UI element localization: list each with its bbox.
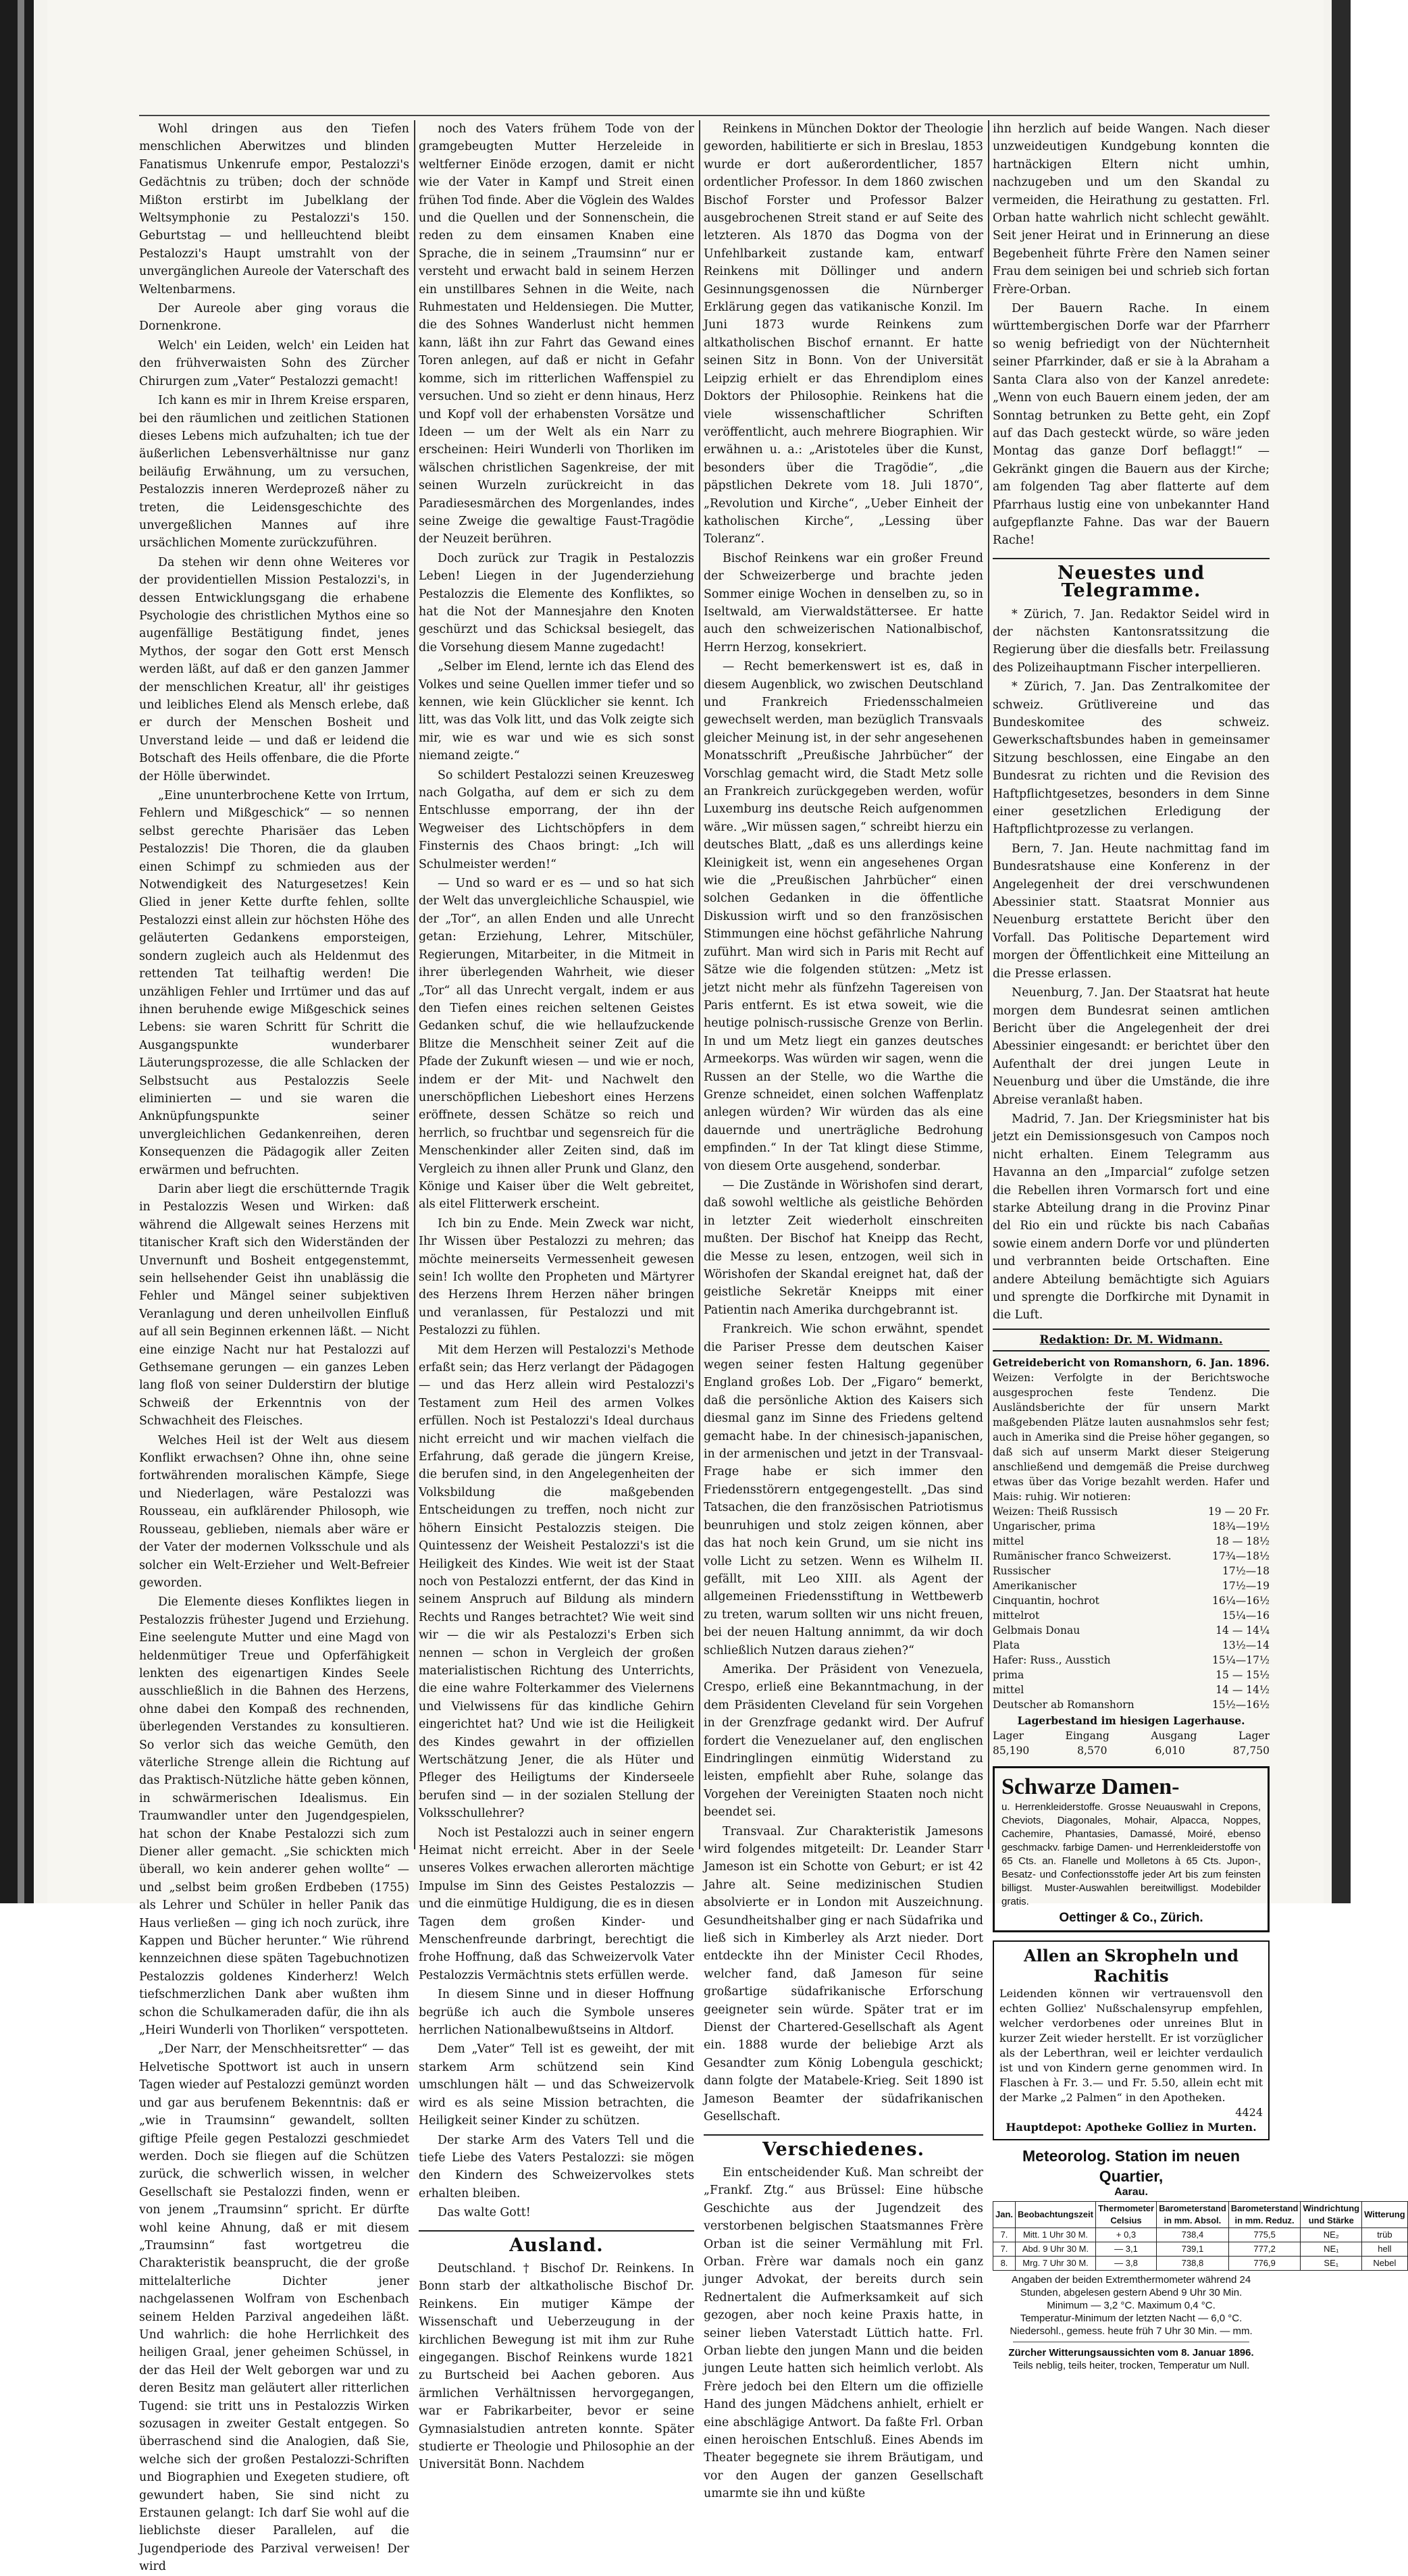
weather-cell: 738,4 bbox=[1157, 2228, 1229, 2242]
weather-column-header: Barometerstand in mm. Reduz. bbox=[1228, 2202, 1301, 2228]
editor-line: Redaktion: Dr. M. Widmann. bbox=[993, 1329, 1270, 1351]
paragraph: Der starke Arm des Vaters Tell und die tiefe Liebe des Vaters Pestalozzi: sie mögen den Kindern des Schweizervolkes stets erhalten bleiben. bbox=[419, 2133, 694, 2200]
weather-cell: — 3,1 bbox=[1095, 2242, 1156, 2257]
section-heading-verschiedenes: Verschiedenes. bbox=[704, 2134, 983, 2159]
grain-name: mittelrot bbox=[993, 1609, 1040, 1622]
weather-cell: NE₂ bbox=[1301, 2228, 1362, 2242]
weather-subtitle: Aarau. bbox=[1114, 2186, 1148, 2198]
weather-cell: NE₁ bbox=[1301, 2242, 1362, 2257]
column-rule-3 bbox=[988, 120, 989, 1849]
weather-cell: 7. bbox=[993, 2242, 1016, 2257]
grain-name: Gelbmais Donau bbox=[993, 1624, 1080, 1637]
grain-report-title: Getreidebericht von Romanshorn, 6. Jan. 1896. bbox=[993, 1356, 1270, 1370]
weather-note: Temperatur-Minimum der letzten Nacht — 6,0 °C. bbox=[1020, 2313, 1243, 2325]
grain-name: Ungarischer, prima bbox=[993, 1520, 1096, 1533]
weather-title: Meteorolog. Station im neuen Quartier, bbox=[1022, 2147, 1240, 2186]
column-rule-1 bbox=[414, 120, 415, 1849]
stock-header: Ausgang bbox=[1151, 1730, 1197, 1743]
grain-report bbox=[993, 1356, 1270, 1758]
paragraph: Da stehen wir denn ohne Weiteres vor der providentiellen Mission Pestalozzi's, in dessen Entwicklungsgang die erhabene Psychologie des christlichen Mythos eine so augenfällige Bestätigung findet, jenes Mythos, der sogar den Gott erst Mensch werden läßt, auf daß er den ganzen Jammer der menschlichen Kreatur, all' ihr geistiges und leibliches Elend als Mensch erlebe, daß er durch der Menschen Bosheit und Unverstand leide — und daß er leidend die Botschaft des Heils offenbare, die die Pforte der Hölle überwindet. bbox=[139, 555, 409, 783]
grain-name: Amerikanischer bbox=[993, 1580, 1077, 1593]
weather-column-header: Witterung bbox=[1362, 2202, 1408, 2228]
weather-cell: trüb bbox=[1362, 2228, 1408, 2242]
grain-name: Cinquantin, hochrot bbox=[993, 1595, 1099, 1607]
weather-table bbox=[993, 2201, 1408, 2271]
paragraph: Reinkens in München Doktor der Theologie geworden, habilitierte er sich in Breslau, 1853 wurde er dort außerordentlicher, 1857 ordentlicher Professor. In dem 1860 zwischen Bischof Forster und Professor Balzer ausgebrochenen Streit stand er auf Seite des letzteren. Als 1870 das Dogma von der Unfehlbarkeit zustande kam, entwarf Reinkens mit Döllinger und andern Gesinnungsgenossen die Nürnberger Erklärung gegen das vatikanische Konzil. Im Juni 1873 wurde Reinkens zum altkatholischen Bischof ernannt. Er hatte seinen Sitz in Bonn. Von der Universität Leipzig erhielt er das Ehrendiplom eines Doktors der Philosophie. Reinkens hat die viele wissenschaftlicher Schriften veröffentlicht, auch mehrere Biographien. Wir erwähnen u. a.: „Aristoteles über die Kunst, besonders über die Tragödie“, „die päpstlichen Dekrete vom 18. Juli 1870“, „Revolution und Kirche“, „Ueber Einheit der katholischen Kirche“, „Lessing über Toleranz“. bbox=[704, 122, 983, 546]
weather-cell: 7. bbox=[993, 2228, 1016, 2242]
weather-cell: 776,9 bbox=[1228, 2257, 1301, 2271]
paragraph: noch des Vaters frühem Tode von der gramgebeugten Mutter Herzeleide in weltferner Einöde erzogen, damit er nicht wie der Vater in Kampf und Streit einen frühen Tod finde. Aber die Vöglein des Waldes und die Quellen und der Sonnenschein, die reden zu dem einsamen Knaben eine Sprache, die in seinem „Traumsinn“ nur er versteht und erwacht bald in seinem Herzen ein unstillbares Sehnen in die Weite, nach Ruhmestaten und Heldensiegen. Die Mutter, die des Sohnes Wanderlust nicht hemmen kann, läßt ihn zur Fahrt das Gewand eines Toren anlegen, auf daß er nicht in Gefahr komme, sich im ritterlichen Waffenspiel zu versuchen. Und so zieht er denn hinaus, Herz und Kopf voll der erhabensten Vorsätze und Ideen — um der Welt als ein Narr zu erscheinen: Heiri Wunderli von Thorliken im wälschen christlichen Sagenkreise, der mit seinen Wurzeln zurückreicht in das Paradiesesmärchen des Morgenlandes, indes seine Zweige die gewaltige Faust-Tragödie der Neuzeit berühren. bbox=[419, 122, 694, 546]
grain-name: Plata bbox=[993, 1639, 1020, 1652]
paragraph: Ein entscheidender Kuß. Man schreibt der „Frankf. Ztg.“ aus Brüssel: Eine hübsche Geschichte aus der Jugendzeit des verstorbenen belgischen Staatsmannes Frère Orban ist die seiner Vermählung mit Frl. Orban. Frère war damals noch ein ganz junger Advokat, der bereits durch sein Rednertalent die Aufmerksamkeit auf sich gezogen, aber noch keine Praxis hatte, in seiner lieben Vaterstadt Lüttich hatte. Frl. Orban liebte den jungen Mann und die beiden jungen Leute hatten sich heimlich verlobt. Als Frère jedoch bei den Eltern um die offizielle Hand des jungen Mädchens anhielt, erhielt er eine abschlägige Antwort. Da faßte Frl. Orban einen heroischen Entschluß. Eines Abends im Theater begegnete sie ihrem Bräutigam, und vor den Augen der ganzen Gesellschaft umarmte sie ihn und küßte bbox=[704, 2165, 983, 2501]
paragraph: — Die Zustände in Wörishofen sind derart, daß sowohl weltliche als geistliche Behörden in letzter Zeit wiederholt einschreiten mußten. Der Bischof hat Kneipp das Recht, die Messe zu lesen, entzogen, weil sich in Wörishofen der Skandal ereignet hat, daß der geistliche Sekretär Kneipps mit einer Patientin nach Amerika durchgebrannt ist. bbox=[704, 1178, 983, 1317]
section-heading-ausland: Ausland. bbox=[419, 2230, 694, 2255]
binding-margin bbox=[18, 0, 24, 1903]
weather-cell: Nebel bbox=[1362, 2257, 1408, 2271]
ad-text: u. Herrenkleiderstoffe. Grosse Neuauswahl in Crepons, Cheviots, Diagonales, Mohair, Alpacca, Noppes, Cachemire, Phantasies, Damassé, Moiré, ebenso geschmackv. farbige Damen- und Herrenkleiderstoffe von 65 Cts. an. Flanelle und Molletons à 65 Cts. Jupon-, Besatz- und Confectionsstoffe jeder Art bis zum feinsten billigst. Muster-Auswahlen bereitwilligst. Modebilder gratis. bbox=[1001, 1801, 1261, 1908]
column-4 bbox=[993, 120, 1405, 2372]
weather-column-header: Windrichtung und Stärke bbox=[1301, 2202, 1362, 2228]
grain-price: 18 — 18½ bbox=[1216, 1535, 1270, 1548]
grain-price: 17½—18 bbox=[1222, 1565, 1270, 1578]
stock-header: Lager bbox=[1238, 1730, 1270, 1743]
paragraph: Mit dem Herzen will Pestalozzi's Methode erfaßt sein; das Herz verlangt der Pädagogen — und das Herz allein wird Pestalozzi's Testament zum Heil des armen Volkes erfüllen. Noch ist Pestalozzi's Ideal durchaus nicht erreicht und wir machen vielfach die Erfahrung, daß gerade die jüngern Kreise, die berufen sind, in den Angelegenheiten der Volksbildung die maßgebenden Entscheidungen zu treffen, noch nicht zur höhern Einsicht Pestalozzis steigen. Die Quintessenz der Weisheit Pestalozzi's ist die Heiligkeit des Kindes. Wie weit ist der Staat noch von Pestalozzi entfernt, der das Kind in seinem Anspruch auf Bildung als mindern Rechts und Ranges betrachtet? Wie weit sind wir — die wir als Pestalozzi's Erben sich nennen — schon in Vergleich der großen materialistischen Richtung des Unterrichts, die eine wahre Folterkammer des Vielernens und Vielwissens für das kindliche Gehirn eingerichtet hat? Und wie ist die Heiligkeit des Kindes gewahrt in der offiziellen Wertschätzung Jener, die als Hüter und Pfleger des Heiligtums der Kinderseele berufen sind — in der sozialen Stellung der Volksschullehrer? bbox=[419, 1343, 694, 1821]
weather-note: Minimum — 3,2 °C. Maximum 0,4 °C. bbox=[1047, 2300, 1216, 2312]
paragraph: In diesem Sinne und in dieser Hoffnung begrüße ich auch die Symbole unseres herrlichen Nationalbewußtseins in Altdorf. bbox=[419, 1988, 694, 2038]
forecast-title: Zürcher Witterungsaussichten vom 8. Januar 1896. bbox=[1008, 2347, 1254, 2359]
weather-cell: Mitt. 1 Uhr 30 M. bbox=[1016, 2228, 1096, 2242]
grain-price: 18¾—19½ bbox=[1212, 1520, 1270, 1533]
grain-name: prima bbox=[993, 1669, 1024, 1682]
paragraph: Bischof Reinkens war ein großer Freund der Schweizerberge und brachte jeden Sommer einige Wochen in denselben zu, so in Iseltwald, am Vierwaldstättersee. Er hatte auch den schweizerischen Nationalbischof, Herrn Herzog, konsekriert. bbox=[704, 551, 983, 654]
paragraph: Amerika. Der Präsident von Venezuela, Crespo, erließ eine Bekanntmachung, in der dem Präsidenten Cleveland für sein Vorgehen in der Grenzfrage gedankt wird. Der Aufruf fordert die Venezuelaner auf, den englischen Eindringlingen einmütig Widerstand zu leisten, empfiehlt aber Ruhe, solange das Vorgehen der Vereinigten Staaten noch nicht beendet sei. bbox=[704, 1662, 983, 1820]
advertisement-schwarze-damen bbox=[993, 1766, 1270, 1932]
grain-price: 17¾—18½ bbox=[1212, 1550, 1270, 1563]
stock-header: Eingang bbox=[1065, 1730, 1110, 1743]
paragraph: Der Bauern Rache. In einem württembergischen Dorfe war der Pfarrherr so wenig befriedigt von der Nüchternheit seiner Pfarrkinder, daß er sie à la Abraham a Santa Clara also von der Kanzel anredete: „Wenn von euch Bauern einem jeden, der am Sonntag betrunken zu Bette geht, ein Zopf auf das Dach gesteckt würde, so wäre jeden Montag das ganze Dorf beflaggt!“ — Gekränkt gingen die Bauern aus der Kirche; am folgenden Tag aber flatterte auf dem Pfarrhaus lustig eine von unbekannter Hand aufgepflanzte Fahne. Das war der Bauern Rache! bbox=[993, 302, 1270, 548]
grain-price: 14 — 14½ bbox=[1216, 1684, 1270, 1697]
weather-cell: 775,5 bbox=[1228, 2228, 1301, 2242]
grain-price-row bbox=[993, 1534, 1270, 1549]
column-2 bbox=[419, 120, 694, 2472]
right-binding-edge bbox=[1332, 0, 1351, 1903]
column-3 bbox=[704, 120, 983, 2501]
weather-note: Angaben der beiden Extremthermometer während 24 Stunden, abgelesen gestern Abend 9 Uhr 30 Min. bbox=[1011, 2274, 1251, 2299]
telegram: Neuenburg, 7. Jan. Der Staatsrat hat heute morgen dem Bundesrat seinen amtlichen Bericht über die Angelegenheit der drei Abessinier eingesandt: er berichtet über den Aufenthalt der drei jungen Leute in Neuenburg und über die Umstände, die ihre Abreise veranlaßt haben. bbox=[993, 986, 1270, 1107]
paragraph: Dem „Vater“ Tell ist es geweiht, der mit starkem Arm schützend sein Kind umschlungen hält — und das Schweizervolk wird es als seine Mission betrachten, die Heiligkeit seiner Kinder zu schützen. bbox=[419, 2042, 694, 2128]
grain-price: 15¼—17½ bbox=[1212, 1654, 1270, 1667]
paper-sheet bbox=[47, 0, 1405, 2574]
grain-name: Hafer: Russ., Ausstich bbox=[993, 1654, 1111, 1667]
paragraph: Darin aber liegt die erschütternde Tragik in Pestalozzis Wesen und Wirken: daß während die Allgewalt seines Herzens mit titanischer Kraft sich den Widerständen der Unvernunft und Bosheit entgegenstemmt, sein hellsehender Geist ihn unablässig die Fehler und Mängel seiner subjektiven Veranlagung und deren unheilvollen Einfluß auf all sein Beginnen erkennen läßt. — Nicht eine einzige Nacht nur hat Pestalozzi auf Gethsemane gerungen — ein ganzes Leben lang floß von seiner Dulderstirn der blutige Schweiß der Erkenntnis von der Schwachheit des Fleisches. bbox=[139, 1182, 409, 1428]
advertisement-skropheln bbox=[993, 1940, 1270, 2140]
grain-price: 15 — 15½ bbox=[1216, 1669, 1270, 1682]
paragraph: Welch' ein Leiden, welch' ein Leiden hat den frühverwaisten Sohn des Zürcher Chirurgen zum „Vater“ Pestalozzi gemacht! bbox=[139, 338, 409, 388]
paragraph: Ich bin zu Ende. Mein Zweck war nicht, Ihr Wissen über Pestalozzi zu mehren; das möchte meinerseits Vermessenheit gewesen sein! Ich wollte den Propheten und Märtyrer des Herzens Ihrem Herzen näher bringen und veranlassen, für Pestalozzi und mit Pestalozzi zu fühlen. bbox=[419, 1216, 694, 1338]
paragraph: ihn herzlich auf beide Wangen. Nach dieser unzweideutigen Kundgebung konnten die hartnäckigen Eltern nicht umhin, nachzugeben und um den Skandal zu vermeiden, die Heirathung zu gestatten. Frl. Orban hatte wahrlich nicht schlecht gewählt. Seit jener Heirat und in Erinnerung an diese Begebenheit führte Frère den Namen seiner Frau dem seinigen bei und schrieb sich fortan Frère-Orban. bbox=[993, 122, 1270, 297]
grain-price-row bbox=[993, 1504, 1270, 1519]
weather-cell: SE₁ bbox=[1301, 2257, 1362, 2271]
ad-brand: Schwarze Damen- bbox=[1001, 1774, 1180, 1800]
stock-header: Lager bbox=[993, 1730, 1024, 1743]
paragraph: — Und so ward er es — und so hat sich der Welt das unvergleichliche Schauspiel, wie der „Tor“, an allen Enden und alle Unrecht getan: Erziehung, Lehrer, Mitschüler, Regierungen, Mitarbeiter, in die Mitmeit in ihrer überlegenden Wahrheit, wie dieser „Tor“ all das Unrecht vergalt, indem er aus den Tiefen eines reichen seltenen Geistes Gedanken schuf, die wie hellaufzuckende Blitze die Menschheit seiner Zeit auf die Pfade der Zukunft wiesen — und wie er noch, indem er der Mit- und Nachwelt den unerschöpflichen Liebeshort eines Herzens eröffnete, dessen Schätze so reich und herrlich, so fruchtbar und segensreich für die Menschenkinder aller Zeiten sind, daß im Vergleich zu ihnen aller Prunk und Glanz, den Könige und Kaiser über die Welt gebreitet, als eitel Flitterwerk erscheint. bbox=[419, 877, 694, 1212]
column-rule-2 bbox=[699, 120, 700, 1849]
forecast-text: Teils neblig, teils heiter, trocken, Temperatur um Null. bbox=[1012, 2360, 1250, 2372]
weather-row bbox=[993, 2228, 1408, 2242]
paragraph: Ich kann es mir in Ihrem Kreise ersparen, bei den räumlichen und zeitlichen Stationen dieses Lebens mich aufzuhalten; ich tue der äußerlichen Lebensverhältnisse nur ganz beiläufig Erwähnung, um zu versuchen, Pestalozzis inneren Werdeprozeß näher zu treten, die Leidensgeschichte des unvergeßlichen Mannes auf ihre ursächlichen Momente zurückzuführen. bbox=[139, 394, 409, 550]
paragraph: Der Aureole aber ging voraus die Dornenkrone. bbox=[139, 302, 409, 334]
grain-price: 14 — 14¼ bbox=[1216, 1624, 1270, 1637]
grain-price: 15½—16½ bbox=[1212, 1699, 1270, 1711]
ad-depot: Hauptdepot: Apotheke Golliez in Murten. bbox=[1006, 2121, 1257, 2134]
weather-column-header: Barometerstand in mm. Absol. bbox=[1157, 2202, 1229, 2228]
grain-name: Weizen: Theiß Russisch bbox=[993, 1505, 1118, 1518]
weather-table-body bbox=[993, 2228, 1408, 2271]
stock-value: 8,570 bbox=[1077, 1745, 1107, 1757]
grain-price-row bbox=[993, 1608, 1270, 1623]
weather-header-row bbox=[993, 2202, 1408, 2228]
grain-price-row bbox=[993, 1697, 1270, 1712]
paragraph: Die Elemente dieses Konfliktes liegen in Pestalozzis frühester Jugend und Erziehung. Eine seelengute Mutter und eine Magd von heldenmütiger Treue und Opferfähigkeit lenkten des eigenartigen Kindes Seele ausschließlich in die Bahnen des Herzens, ohne dabei den Kompaß des rechnenden, überlegenden Verstandes zu konsultieren. So verlor sich das weiche Gemüth, den väterliche Strenge allein die Richtung auf das Praktisch-Nützliche hätte geben können, in schwärmerischen Idealismus. Ein Traumwandler unter den Jugendgespielen, hat schon der Knabe Pestalozzi sich zum Diener aller gemacht. „Sie schickten mich überall, wo kein anderer gehen wollte“ — und „selbst beim großen Erdbeben (1755) als Lehrer und Schüler in heller Panik das Haus verließen — ging ich noch zurück, ihre Kappen und Bücher herunter.“ Wie rührend kennzeichnen diese späten Tagebuchnotizen Pestalozzis goldenes Kinderherz! Welch tiefschmerzlichen Dank aber wußten ihm schon die Schulkameraden dafür, die ihn als „Heiri Wunderli von Thorliken“ verspotteten. bbox=[139, 1595, 409, 2038]
weather-column-header: Thermometer Celsius bbox=[1095, 2202, 1156, 2228]
weather-cell: + 0,3 bbox=[1095, 2228, 1156, 2242]
paragraph: Noch ist Pestalozzi auch in seiner engern Heimat nicht erreicht. Aber in der Seele unseres Volkes erwachen allerorten mächtige Impulse im Sinn des Geistes Pestalozzis — und die einmütige Huldigung, die es in diesen Tagen dem großen Kinder- und Menschenfreunde darbringt, berechtigt die frohe Hoffnung, daß das Schweizervolk Vater Pestalozzis Vermächtnis stets erfüllen werde. bbox=[419, 1826, 694, 1982]
ad-title: Allen an Skropheln und Rachitis bbox=[1024, 1946, 1238, 1986]
grain-price-row bbox=[993, 1593, 1270, 1608]
paragraph: Wohl dringen aus den Tiefen menschlichen Aberwitzes und blinden Fanatismus Unkenrufe empor, Pestalozzi's Gedächtnis zu trüben; doch der schnöde Mißton erstirbt im Jubelklang der Weltsymphonie zu Pestalozzi's 150. Geburtstag — und hellleuchtend bleibt Pestalozzi's Haupt umstrahlt von der unvergänglichen Aureole der Vaterschaft des Weltenbarmens. bbox=[139, 122, 409, 297]
stock-value: 85,190 bbox=[993, 1745, 1030, 1757]
weather-cell: — 3,8 bbox=[1095, 2257, 1156, 2271]
grain-price-row bbox=[993, 1682, 1270, 1697]
grain-name: Russischer bbox=[993, 1565, 1051, 1578]
stock-header-row bbox=[993, 1728, 1270, 1743]
grain-price: 15¼—16 bbox=[1222, 1609, 1270, 1622]
weather-cell: 777,2 bbox=[1228, 2242, 1301, 2257]
grain-price-row bbox=[993, 1564, 1270, 1578]
paragraph: — Recht bemerkenswert ist es, daß in diesem Augenblick, wo zwischen Deutschland und Frankreich Friedensschalmeien gewechselt werden, man bezüglich Transvaals gleicher Meinung ist, in der sehr angesehenen Monatsschrift „Preußische Jahrbücher“ der Vorschlag gemacht wird, die Stadt Metz solle an Frankreich zurückgegeben werden, wofür Luxemburg ins deutsche Reich aufgenommen wäre. „Wir müssen sagen,“ schreibt hierzu ein deutsches Blatt, „daß es uns allerdings keine Kleinigkeit ist, wenn ein angesehenes Organ wie die „Preußischen Jahrbücher“ einen solchen Gedanken in die öffentliche Diskussion wirft und so den französischen Stimmungen eine höchst gefährliche Nahrung zuführt. Man wird sich in Paris mit Recht auf Sätze wie die folgenden stützen: „Metz ist jetzt nicht mehr als fünfzehn Tagereisen von Paris entfernt. Es ist etwa soweit, wie die heutige polnisch-russische Grenze von Berlin. In und um Metz liegt ein ganzes deutsches Armeekorps. Was würden wir sagen, wenn die Russen an der Stelle, wo die Warthe die Grenze schneidet, einen solchen Waffenplatz anlegen würden? Wir würden das als eine dauernde und unerträgliche Bedrohung empfinden.“ In der Tat klingt diese Stimme, von diesem Orte ausgehend, sonderbar. bbox=[704, 660, 983, 1173]
weather-cell: 739,1 bbox=[1157, 2242, 1229, 2257]
grain-price-row bbox=[993, 1519, 1270, 1534]
paragraph: Das walte Gott! bbox=[438, 2206, 531, 2220]
paragraph: Welches Heil ist der Welt aus diesem Konflikt erwachsen? Ohne ihn, ohne seine fortwährenden moralischen Kämpfe, Siege und Niederlagen, wäre Pestalozzi was Rousseau, ein aufklärender Philosoph, wie Rousseau, geblieben, niemals aber wäre er der Vater der modernen Volksschule und als solcher ein Welt-Erzieher und Welt-Befreier geworden. bbox=[139, 1433, 409, 1590]
weather-row bbox=[993, 2257, 1408, 2271]
weather-note: Niedersohl., gemess. heute früh 7 Uhr 30 Min. — mm. bbox=[1010, 2325, 1253, 2338]
paragraph: „Eine ununterbrochene Kette von Irrtum, Fehlern und Mißgeschick“ — so nennen selbst gerechte Pharisäer das Leben Pestalozzis! Die Thoren, die da glauben einen Schimpf zu schmieden aus der Notwendigkeit des Naturgesetzes! Kein Glied in jener Kette durfte fehlen, sollte Pestalozzi einst allein zur höchsten Höhe des geläuterten Gedankens emporsteigen, sondern zugleich auch als Heldenmut des rettenden Tat teilhaftig werden! Die unzähligen Fehler und Irrtümer und das auf ihnen beruhende ewige Mißgeschick seines Lebens: sie waren Schritt für Schritt die Ausgangspunkte wunderbarer Läuterungsprozesse, die alle Schlacken der Selbstsucht aus Pestalozzis Seele eliminierten — und sie waren die Anknüpfungspunkte seiner unvergleichlichen Gedankenreihen, deren Konsequenzen die Pädagogik aller Zeiten erwärmen und befruchten. bbox=[139, 789, 409, 1177]
weather-cell: 8. bbox=[993, 2257, 1016, 2271]
paragraph: Transvaal. Zur Charakteristik Jamesons wird folgendes mitgeteilt: Dr. Leander Starr Jameson ist ein Schotte von Geburt; er ist 42 Jahre alt. Seine medizinischen Studien absolvierte er in London mit Auszeichnung. Gesundheitshalber ging er nach Südafrika und ließ sich in Kimberley als Arzt nieder. Dort entdeckte ihn der Minister Cecil Rhodes, welcher fand, daß Jameson für seine großartige südafrikanische Erforschung geeigneter sein würde. Später trat er im Dienst der Chartered-Gesellschaft als Agent ein. 1888 wurde der beliebige Arzt als Gesandter zum König Lobengula geschickt; dann folgte der Matabele-Krieg. Seit 1890 ist Jameson Beamter der südafrikanischen Gesellschaft. bbox=[704, 1824, 983, 2124]
grain-price: 19 — 20 Fr. bbox=[1207, 1505, 1270, 1518]
grain-price-row bbox=[993, 1638, 1270, 1653]
ad-firm: Oettinger & Co., Zürich. bbox=[1059, 1911, 1203, 1926]
weather-column-header: Jan. bbox=[993, 2202, 1016, 2228]
grain-price: 16¼—16½ bbox=[1212, 1595, 1270, 1607]
grain-name: mittel bbox=[993, 1535, 1024, 1548]
stock-values-row bbox=[993, 1743, 1270, 1758]
grain-name: mittel bbox=[993, 1684, 1024, 1697]
paragraph: „Selber im Elend, lernte ich das Elend des Volkes und seine Quellen immer tiefer und so kennen, wie kein Glücklicher sie kennt. Ich litt, was das Volk litt, und das Volk zeigte sich mir, wie es war und wie es sich sonst niemand zeigte.“ bbox=[419, 660, 694, 763]
left-binding-edge bbox=[0, 0, 34, 1903]
stock-value: 87,750 bbox=[1232, 1745, 1270, 1757]
section-heading-neuestes: Neuestes und Telegramme. bbox=[993, 558, 1270, 600]
weather-column-header: Beobachtungszeit bbox=[1016, 2202, 1096, 2228]
stock-title: Lagerbestand im hiesigen Lagerhause. bbox=[1017, 1714, 1245, 1728]
grain-price-list bbox=[993, 1504, 1270, 1712]
weather-row bbox=[993, 2242, 1408, 2257]
grain-price-row bbox=[993, 1578, 1270, 1593]
grain-price-row bbox=[993, 1668, 1270, 1682]
weather-station bbox=[993, 2146, 1405, 2372]
paragraph: Doch zurück zur Tragik in Pestalozzis Leben! Liegen in der Jugenderziehung Pestalozzis die Elemente des Konfliktes, so hat die Not der Mannesjahre den Knoten geschürzt und das Schicksal besiegelt, das die Vorsehung diesem Manne zugedacht! bbox=[419, 551, 694, 654]
grain-report-text: Weizen: Verfolgte in der Berichtswoche ausgesprochen feste Tendenz. Die Ausländsberichte der für unsern Markt maßgebenden Plätze lauten ausnahmslos sehr fest; auch in Amerika sind die Preise höher gegangen, so daß sich auf unserm Markt dieser Steigerung anschließend und demgemäß die Preise durchweg etwas über das Vorige bezahlt werden. Hafer und Mais: ruhig. Wir notieren: bbox=[993, 1372, 1270, 1503]
grain-price-row bbox=[993, 1623, 1270, 1638]
weather-cell: Abd. 9 Uhr 30 M. bbox=[1016, 2242, 1096, 2257]
weather-cell: hell bbox=[1362, 2242, 1408, 2257]
grain-price: 13½—14 bbox=[1222, 1639, 1270, 1652]
stock-value: 6,010 bbox=[1155, 1745, 1185, 1757]
telegram: Bern, 7. Jan. Heute nachmittag fand im Bundesratshause eine Konferenz in der Angelegenheit der drei verschwundenen Abessinier statt. Staatsrat Monnier aus Neuenburg erstattete Bericht über den Vorfall. Das Politische Departement wird morgen der Öffentlichkeit eine Mitteilung an die Presse erlassen. bbox=[993, 842, 1270, 981]
grain-name: Deutscher ab Romanshorn bbox=[993, 1699, 1135, 1711]
paragraph: So schildert Pestalozzi seinen Kreuzesweg nach Golgatha, auf dem er sich zu dem Entschlusse emporrang, der ihn der Wegweiser des Lichtschöpfers in dem Finsternis des Chaos bringt: „Ich will Schulmeister werden!“ bbox=[419, 768, 694, 871]
telegram: * Zürich, 7. Jan. Redaktor Seidel wird in der nächsten Kantonsratssitzung die Regierung über die diesfalls betr. Freilassung des Polizeihauptmann Fischer interpellieren. bbox=[993, 607, 1270, 675]
grain-price: 17½—19 bbox=[1222, 1580, 1270, 1593]
telegram: Madrid, 7. Jan. Der Kriegsminister hat bis jetzt ein Demissionsgesuch von Campos noch nicht erhalten. Einem Telegramm aus Havanna an den „Imparcial“ zufolge setzen die Rebellen ihren Vormarsch fort und eine starke Abteilung drang in die Provinz Pinar del Rio ein und rückte bis nach Cabañas sowie einem andern Dorfe vor und plünderten und verbrannten beide Ortschaften. Eine andere Abteilung bemächtigte sich Aguiars und sprengte die Dorfkirche mit Dynamit in die Luft. bbox=[993, 1112, 1270, 1322]
paragraph: Frankreich. Wie schon erwähnt, spendet die Pariser Presse dem deutschen Kaiser wegen seiner festen Haltung gegenüber England großes Lob. Der „Figaro“ bemerkt, daß die persönliche Aktion des Kaisers sich diesmal ganz im Sinne des Friedens geltend gemacht habe. In der chinesisch-japanischen, in der armenischen und jetzt in der Transvaal-Frage habe er sich immer den Friedensstörern entgegengestellt. „Das sind Tatsachen, die den französischen Patriotismus beunruhigen und stolz zeigen können, aber das hat noch kein Grund, um sie nicht ins volle Licht zu setzen. Wenn es Wilhelm II. gefällt, mit Leo XIII. als Agent der allgemeinen Friedensstiftung in Wettbewerb zu treten, warum sollten wir uns nicht freuen, bei der neuen Haltung annimmt, da wir doch schließlich Nutzen daraus ziehen?“ bbox=[704, 1322, 983, 1657]
telegram: * Zürich, 7. Jan. Das Zentralkomitee der schweiz. Grütlivereine und das Bundeskomitee des schweiz. Gewerkschaftsbundes haben in gemeinsamer Sitzung beschlossen, eine Eingabe an den Bundesrat zu richten und die Revision des Haftpflichtgesetzes, besonders in dem Sinne einer gesetzlichen Erledigung der Haftpflichtprozesse zu verlangen. bbox=[993, 680, 1270, 837]
grain-name: Rumänischer franco Schweizerst. bbox=[993, 1550, 1172, 1563]
ad-text: Leidenden können wir vertrauensvoll den echten Golliez' Nußschalensyrup empfehlen, welcher verdorbenes oder unreines Blut in kurzer Zeit wieder herstellt. Er ist vorzüglicher als der Leberthran, weil er leichter verdaulich ist und von Kindern gerne genommen wird. In Flaschen à Fr. 3.— und Fr. 5.50, allein echt mit der Marke „2 Palmen“ in den Apotheken. bbox=[999, 1987, 1263, 2105]
weather-cell: 738,8 bbox=[1157, 2257, 1229, 2271]
grain-price-row bbox=[993, 1653, 1270, 1668]
paragraph: „Der Narr, der Menschheitsretter“ — das Helvetische Spottwort ist auch in unsern Tagen wieder auf Pestalozzi gemünzt worden und gar aus berufenem Bekenntnis: daß er „wie in Traumsinn“ gewandelt, sollten giftige Pfeile gegen Pestalozzi geschmiedet werden. Doch sie fliegen auf die Schützen zurück, die schwerlich wissen, in welcher Gesellschaft sie Pestalozzi finden, wenn er von jenem „Traumsinn“ spricht. Er dürfte wohl keine Ahnung, daß er mit diesem „Traumsinn“ fast wortgetreu die Charakteristik beansprucht, die der große mittelalterliche Dichter jener nachgelassenen Wolfram von Eschenbach seinem Helden Parzival angedeihen läßt. Und wahrlich: die hohe Herrlichkeit des heiligen Graal, jener geheimen Schüssel, in der das Heil der Welt geborgen war und zu deren Besitz man geläutert aller ritterlichen Tugend: sie tritt uns in Pestalozzis Wirken sozusagen in zweiter Gestalt entgegen. So überraschend sind die Analogien, daß Sie, welche sich der großen Pestalozzi-Schriften und Biographien und Exegeten studiere, oft gewundert haben, Sie sind nicht zu Erstaunen gelangt: Ich darf Sie wohl auf die lieblichste dieser Parallelen, auf die Jugendperiode des Parzival verweisen! Der wird bbox=[139, 2042, 409, 2574]
paragraph: Deutschland. † Bischof Dr. Reinkens. In Bonn starb der altkatholische Bischof Dr. Reinkens. Ein mutiger Kämpe der Wissenschaft und Ueberzeugung in der kirchlichen Bewegung ist mit ihm zur Ruhe eingegangen. Bischof Reinkens wurde 1821 zu Burtscheid bei Aachen geboren. Aus ärmlichen Verhältnissen hervorgegangen, war er Fabrikarbeiter, bevor er seine Gymnasialstudien antreten konnte. Später studierte er Theologie und Philosophie an der Universität Bonn. Nachdem bbox=[419, 2261, 694, 2472]
top-rule bbox=[139, 115, 1270, 116]
ad-number: 4424 bbox=[1235, 2106, 1263, 2119]
weather-cell: Mrg. 7 Uhr 30 M. bbox=[1016, 2257, 1096, 2271]
grain-price-row bbox=[993, 1549, 1270, 1564]
column-1 bbox=[139, 120, 409, 2574]
